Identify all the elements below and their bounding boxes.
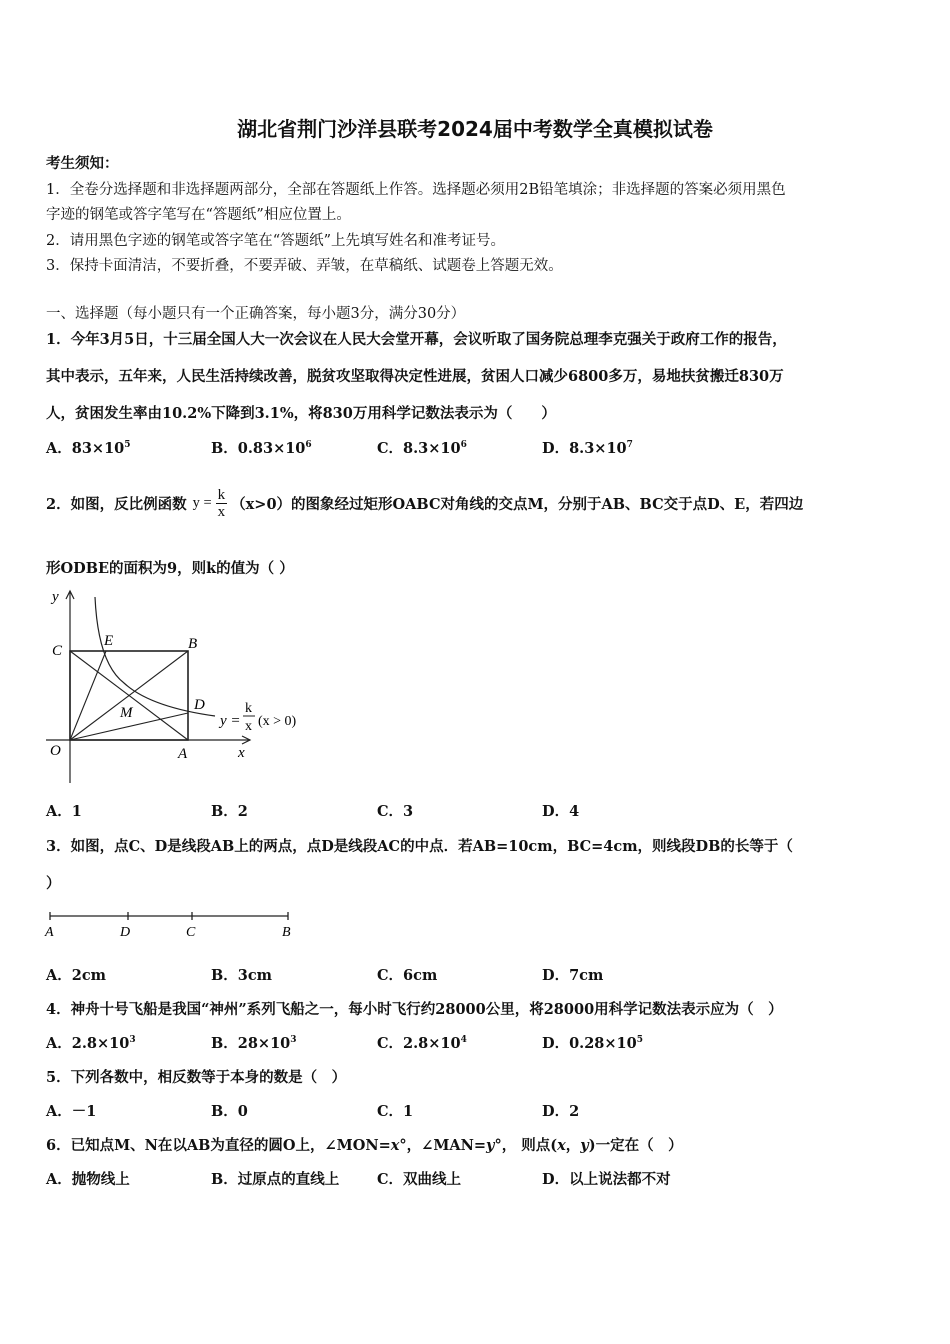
q4-line-1: 4．神舟十号飞船是我国“神州”系列飞船之一，每小时飞行约28000公里，将28000用科学记数法表示应为（ ） <box>46 1001 783 1018</box>
q1-line-3: 人，贫困发生率由10.2%下降到3.1%，将830万用科学记数法表示为（ ） <box>46 405 556 422</box>
q3-line-1: 3．如图，点C、D是线段AB上的两点，点D是线段AC的中点．若AB=10cm，BC=4cm，则线段DB的长等于（ <box>46 838 793 855</box>
q5-option-d[interactable]: D．2 <box>542 1103 580 1120</box>
label-x: x <box>238 745 245 761</box>
label-d: D <box>194 697 205 713</box>
q1-line-2: 其中表示，五年来，人民生活持续改善，脱贫攻坚取得决定性进展，贫困人口减少6800多万，易地扶贫搬迁830万 <box>46 368 784 385</box>
label-d: D <box>120 925 131 940</box>
notice-line-1a: 1．全卷分选择题和非选择题两部分，全部在答题纸上作答。选择题必须用2B铅笔填涂；非选择题的答案必须用黑色 <box>46 182 786 198</box>
label-a: A <box>178 746 188 762</box>
q3-option-c[interactable]: C．6cm <box>377 967 438 984</box>
page-title: 湖北省荆门沙洋县联考2024届中考数学全真模拟试卷 <box>237 117 713 141</box>
q1-option-a[interactable]: A．$83\times 10^5$ <box>46 440 131 457</box>
q5-line-1: 5．下列各数中，相反数等于本身的数是（ ） <box>46 1069 347 1086</box>
q4-option-d[interactable]: D．$0.28\times 10^5$ <box>542 1035 643 1052</box>
label-a: A <box>45 925 54 940</box>
q2-option-c[interactable]: C．3 <box>377 803 414 820</box>
q6-line-1: 6．已知点M、N在以AB为直径的圆O上，∠MON=x°，∠MAN=y°， 则点(x，y)一定在（ ） <box>46 1137 683 1154</box>
label-b: B <box>188 636 198 652</box>
q1-option-b[interactable]: B．$0.83\times 10^6$ <box>211 440 312 457</box>
q2-line-1: 2．如图，反比例函数 y = $\frac{k}{x}$ （x>0）的图象经过矩形OABC对角线的交点M，分别于AB、BC交于点D、E，若四边 <box>46 486 804 520</box>
curve-label-cond: (x > 0) <box>258 714 297 729</box>
q5-option-c[interactable]: C．1 <box>377 1103 414 1120</box>
q2-figure <box>40 585 320 785</box>
label-o: O <box>50 743 61 759</box>
q1-option-c[interactable]: C．$8.3\times 10^6$ <box>377 440 467 457</box>
q4-option-a[interactable]: A．$2.8\times 10^3$ <box>46 1035 136 1052</box>
label-e: E <box>104 633 114 649</box>
label-y: y <box>52 589 59 605</box>
q3-option-d[interactable]: D．7cm <box>542 967 604 984</box>
q6-option-b[interactable]: B．过原点的直线上 <box>211 1171 340 1188</box>
q3-option-b[interactable]: B．3cm <box>211 967 273 984</box>
q6-option-c[interactable]: C．双曲线上 <box>377 1171 462 1188</box>
notice-line-3: 3．保持卡面清洁，不要折叠，不要弄破、弄皱，在草稿纸、试题卷上答题无效。 <box>46 258 563 274</box>
notice-heading: 考生须知： <box>46 155 119 172</box>
q4-option-c[interactable]: C．$2.8\times 10^4$ <box>377 1035 467 1052</box>
q2-option-d[interactable]: D．4 <box>542 803 580 820</box>
curve-label-num: k <box>245 701 252 716</box>
notice-line-2: 2．请用黑色字迹的钢笔或答字笔在“答题纸”上先填写姓名和准考证号。 <box>46 233 506 249</box>
label-c: C <box>52 643 63 659</box>
curve-label-den: x <box>245 719 252 734</box>
q4-option-b[interactable]: B．$28\times 10^3$ <box>211 1035 297 1052</box>
section-heading: 一、选择题（每小题只有一个正确答案，每小题3分，满分30分） <box>46 306 466 322</box>
notice-line-1b: 字迹的钢笔或答字笔写在“答题纸”相应位置上。 <box>46 207 351 223</box>
q1-line-1: 1．今年3月5日，十三届全国人大一次会议在人民大会堂开幕，会议听取了国务院总理李克强关于政府工作的报告， <box>46 331 787 348</box>
q3-figure <box>40 905 300 945</box>
q1-option-d[interactable]: D．$8.3\times 10^7$ <box>542 440 633 457</box>
q5-option-a[interactable]: A．－1 <box>46 1103 97 1120</box>
label-b: B <box>282 925 291 940</box>
q3-line-2: ） <box>46 875 61 892</box>
q5-option-b[interactable]: B．0 <box>211 1103 248 1120</box>
q6-option-a[interactable]: A．抛物线上 <box>46 1171 130 1188</box>
q2-line-2: 形ODBE的面积为9，则k的值为（ ） <box>46 560 294 577</box>
label-c: C <box>186 925 196 940</box>
label-m: M <box>120 705 133 721</box>
q2-option-b[interactable]: B．2 <box>211 803 248 820</box>
q6-option-d[interactable]: D．以上说法都不对 <box>542 1171 671 1188</box>
q2-option-a[interactable]: A．1 <box>46 803 82 820</box>
curve-label-y: y = <box>220 713 241 729</box>
q3-option-a[interactable]: A．2cm <box>46 967 107 984</box>
